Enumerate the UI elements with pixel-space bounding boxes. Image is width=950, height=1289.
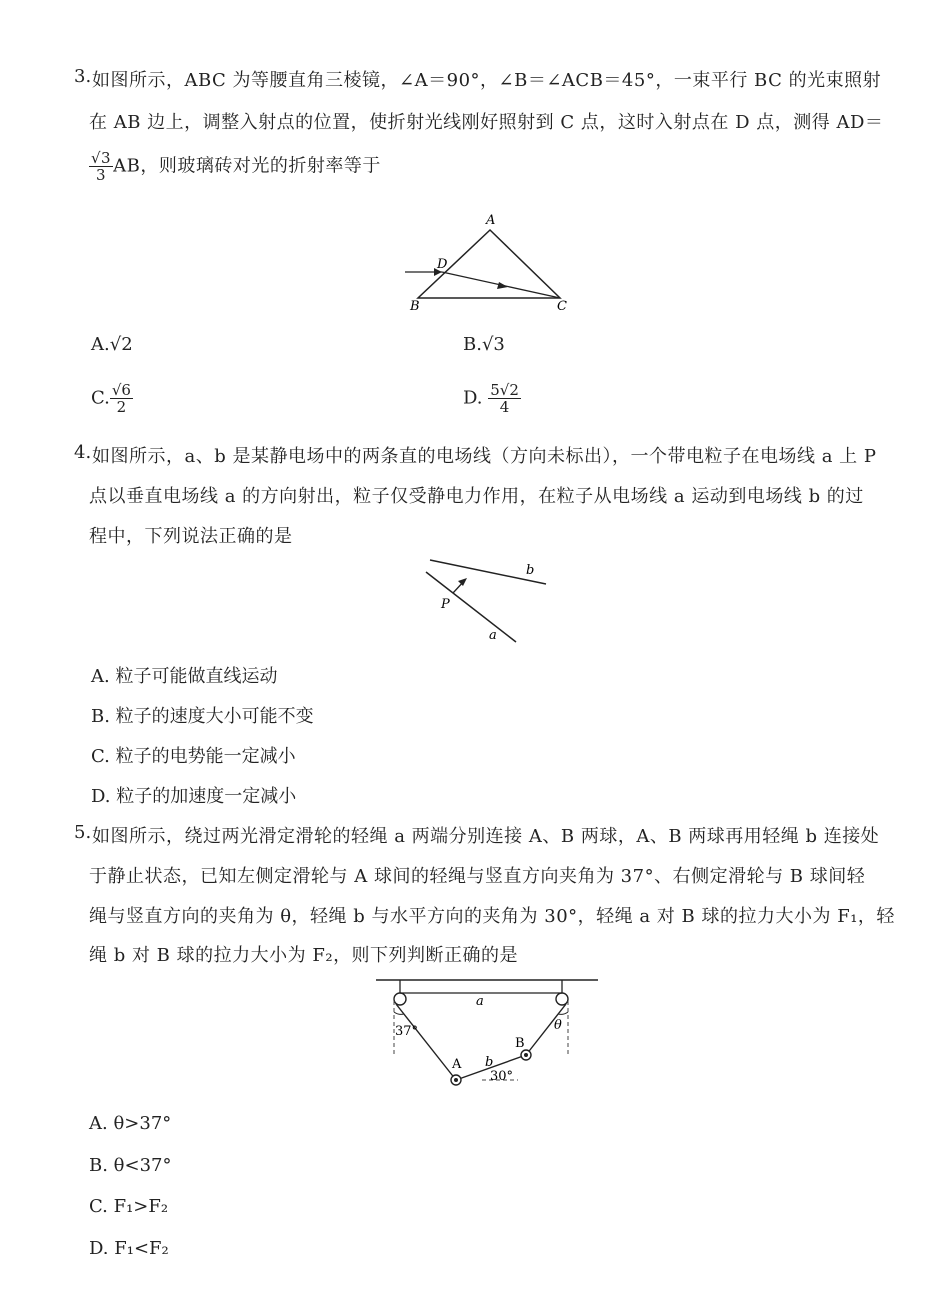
q4-text-line2: 点以垂直电场线 a 的方向射出，粒子仅受静电力作用，在粒子从电场线 a 运动到电场线 b 的过 <box>89 486 864 507</box>
q3-label-c: C <box>557 299 567 314</box>
q5-label-ball-b: B <box>515 1036 525 1051</box>
q3-option-b: B.√3 <box>463 334 505 355</box>
q5-ball-b-center <box>524 1053 528 1057</box>
q3-number: 3. <box>74 66 92 87</box>
q4-option-b: B. 粒子的速度大小可能不变 <box>91 706 314 727</box>
q5-number: 5. <box>74 822 92 843</box>
q5-text-line2: 于静止状态，已知左侧定滑轮与 A 球间的轻绳与竖直方向夹角为 37°、右侧定滑轮与 B 球间轻 <box>89 866 866 887</box>
q4-label-a: a <box>489 628 497 643</box>
q4-number: 4. <box>74 442 92 463</box>
q5-option-d: D. F₁<F₂ <box>89 1238 169 1254</box>
q3-label-b: B <box>410 299 420 314</box>
q5-label-rope-a: a <box>476 994 484 1009</box>
q4-line-a <box>426 572 516 642</box>
q4-option-c: C. 粒子的电势能一定减小 <box>91 746 296 767</box>
q4-option-d: D. 粒子的加速度一定减小 <box>91 786 297 807</box>
q3-prism-figure <box>400 210 580 315</box>
q3-label-d: D <box>437 257 448 272</box>
q5-text-line1: 如图所示，绕过两光滑定滑轮的轻绳 a 两端分别连接 A、B 两球，A、B 两球再用轻绳 b 连接处 <box>92 826 880 847</box>
q4-option-a: A. 粒子可能做直线运动 <box>91 666 278 687</box>
q5-option-b: B. θ<37° <box>89 1155 172 1176</box>
q3-label-a: A <box>486 213 496 228</box>
q3-option-d: D. $\frac{5√2}{4}$ <box>463 381 519 416</box>
q5-label-theta: θ <box>554 1018 562 1033</box>
q4-text-line1: 如图所示，a、b 是某静电场中的两条直的电场线（方向未标出），一个带电粒子在电场线 a 上 P <box>92 446 877 467</box>
q3-ad-fraction: $\frac{√3}{3}$ <box>91 149 112 184</box>
q5-option-a: A. θ>37° <box>89 1113 172 1134</box>
q4-field-lines-figure <box>420 552 560 652</box>
q5-ball-a-center <box>454 1078 458 1082</box>
q5-label-30: 30° <box>490 1069 514 1084</box>
q3-option-c: C. $\frac{√6}{2}$ <box>91 381 131 416</box>
q4-label-p: P <box>441 597 450 612</box>
q4-velocity-arrowhead <box>458 578 467 586</box>
q5-text-line4: 绳 b 对 B 球的拉力大小为 F₂，则下列判断正确的是 <box>89 945 519 966</box>
q3-text-line1: 如图所示，ABC 为等腰直角三棱镜，∠A＝90°，∠B＝∠ACB＝45°，一束平行 BC 的光束照射 <box>92 70 882 91</box>
q5-label-37: 37° <box>395 1024 419 1039</box>
q5-rope-left <box>396 1004 456 1080</box>
q5-right-pulley <box>556 993 568 1005</box>
q3-text-line2: 在 AB 边上，调整入射点的位置，使折射光线刚好照射到 C 点，这时入射点在 D 点，测得 AD＝ <box>89 112 884 133</box>
q3-text-line3: $\frac{√3}{3}$ AB，则玻璃砖对光的折射率等于 <box>91 149 381 184</box>
q5-label-rope-b: b <box>485 1055 494 1070</box>
q5-option-c: C. F₁>F₂ <box>89 1196 169 1217</box>
q3-refracted-arrow <box>497 282 508 289</box>
q4-text-line3: 程中，下列说法正确的是 <box>89 526 293 547</box>
q3-option-a: A.√2 <box>91 334 133 355</box>
q5-text-line3: 绳与竖直方向的夹角为 θ，轻绳 b 与水平方向的夹角为 30°，轻绳 a 对 B 球的拉力大小为 F₁，轻 <box>89 906 895 927</box>
q4-label-b: b <box>526 563 535 578</box>
q5-pulley-figure <box>370 972 602 1092</box>
q5-label-ball-a: A <box>452 1057 462 1072</box>
q5-left-pulley <box>394 993 406 1005</box>
